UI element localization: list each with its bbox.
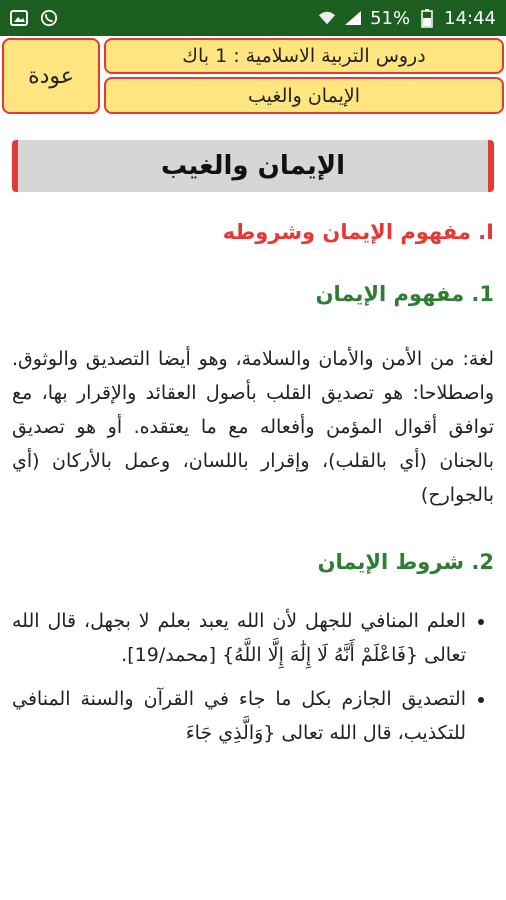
lesson-title: الإيمان والغيب: [12, 140, 494, 192]
signal-icon: [344, 9, 362, 27]
wifi-icon: [318, 9, 336, 27]
clock: 14:44: [444, 7, 496, 29]
subsection-heading-conditions: 2. شروط الإيمان: [317, 550, 494, 574]
conditions-list: [12, 604, 494, 750]
lesson-content: [12, 140, 494, 760]
lesson-subtitle: الإيمان والغيب: [104, 77, 504, 114]
battery-charging-icon: [418, 9, 436, 27]
definition-paragraph: لغة: من الأمن والأمان والسلامة، وهو أيضا التصديق والوثوق. واصطلاحا: هو تصديق القلب بأصول العقائد والإقرار بها، مع توافق أقوال المؤمن وأفعاله مع ما يعتقده. أو هو تصديق بالجنان (أي بالقلب)، وإقرار باللسان، وعمل بالأركان (أي بالجوارح): [12, 348, 494, 506]
battery-percent: 51%: [370, 7, 411, 29]
back-button[interactable]: عودة: [2, 38, 100, 114]
gallery-icon: [10, 9, 28, 27]
app-header: [0, 36, 506, 116]
list-item: • العلم المنافي للجهل لأن الله يعبد بعلم لا بجهل، قال الله تعالى {فَاعْلَمْ أَنَّهُ لَا إِلَٰهَ إِلَّا اللَّهُ} [محمد/19].: [12, 604, 466, 672]
status-bar: [0, 0, 506, 36]
section-heading: I. مفهوم الإيمان وشروطه: [222, 220, 494, 244]
list-item: • التصديق الجازم بكل ما جاء في القرآن والسنة المنافي للتكذيب، قال الله تعالى {وَالَّذِي جَاءَ: [12, 682, 466, 750]
subsection-heading-definition: 1. مفهوم الإيمان: [315, 282, 494, 306]
whatsapp-icon: [40, 9, 58, 27]
course-title: دروس التربية الاسلامية : 1 باك: [104, 38, 504, 74]
